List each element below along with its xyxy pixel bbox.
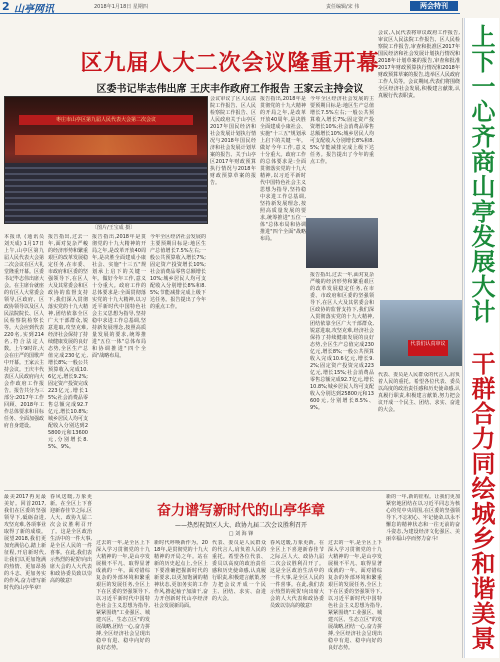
- main-headline: 区九届人大二次会议隆重开幕: [80, 51, 380, 76]
- review-photo: [380, 300, 462, 366]
- side-column-2: 代表、委员是人民群众的代言人,肩负着人民的重托。希望各位代表、委员以高度的政治责任感和历史使命感,认真履行职责,积极建言献策,努力把会议开成一个民主、团结、求实、奋进的大会。: [378, 372, 460, 413]
- article-column-2: 报告指出,过去一年,面对复杂严峻的经济形势和繁重艰巨的改革发展稳定任务,在市委、市政府和区委的坚强领导下,在区人大及其常委会和区政协的监督支持下,我们深入贯彻落实党的十九大精神,团结依靠全区广大干部群众,锐意进取,攻坚克难,经济社会保持了持续健康发展的良好态势,全区生产总值完成230亿元,增长8%;一般公共预算收入完成10.6亿元,增长9.2%;固定资产投资完成223亿元,增长15%;社会消费品零售总额完成92.7亿元,增长10.8%;城乡居民人均可支配收入分别达到25800元和13600元,分别增长8.5%、9%。: [48, 234, 88, 450]
- side-column: 会议,人民代表将审议政府工作报告,审议区人民法院工作报告、区人民检察院工作报告,审查和批准区2017年国民经济和社会发展计划执行情况和2018年计划草案的报告,审查和批准2017年财政预算执行情况和2018年财政预算草案的报告,选举区人民政府工作人员等。会议期间,代表们将围绕全区经济社会发展,积极建言献策,认真履行代表职责。: [378, 30, 460, 99]
- editorial-headline: 奋力谱写新时代的山亭华章: [157, 503, 325, 519]
- column-divider: [462, 18, 463, 658]
- editorial-column-8: 新的一年,新的征程。让我们更加紧密地团结在以习近平同志为核心的党中央周围,在区委的坚强领导下,不忘初心、牢记使命,以永不懈怠的精神状态和一往无前的奋斗姿态,为建设经济文化强区、美丽幸福山亭而努力奋斗!: [386, 494, 460, 542]
- section-divider: [4, 490, 460, 491]
- article-column-5: 会议审议了区人民法院工作报告、区人民检察院工作报告、区人民政府关于山亭区2017年国民经济和社会发展计划执行情况与2018年国民经济和社会发展计划草案的报告、关于山亭区2017年财政预算执行情况与2018年财政预算草案的报告。: [210, 96, 256, 186]
- editorial-column-7: 过去的一年,是全区上下深入学习贯彻党的十九大精神的一年,是山亭发展极不平凡、取得显著成就的一年。面对错综复杂的外部环境和繁重艰巨的发展任务,全区上下在区委的坚强领导下,以习近平新时代中国特色社会主义思想为指导,紧紧围绕"工业强区、城建兴区、生态立区"的发展战略,团结一心,奋力拼搏,全区经济社会呈现出稳中有进、稳中向好的良好态势。: [328, 540, 382, 651]
- article-column-7: 今年全区经济社会发展的主要预期目标是:地区生产总值增长7.5%左右;一般公共预算收入增长7%;固定资产投资增长10%;社会消费品零售总额增长10%;城乡居民人均可支配收入分别增长8%和8.5%;节能减排完成上级下达任务。报告提出了今年的重点工作。: [310, 96, 374, 165]
- section-tag: 两会特刊: [410, 1, 458, 11]
- editorial-column-4: 新时代呼唤新作为。2018年,是贯彻党的十九大精神的开局之年。站在新的历史起点上,全区上下要准确把握新时代的新要求,以更加饱满的精神状态,更加务实的工作作风,撸起袖子加油干,奋力开创新时代山亭经济社会发展新局面。: [154, 540, 208, 609]
- issue-date: 2018年1月18日 星期四: [94, 4, 148, 10]
- editorial-column-3: 过去的一年,是全区上下深入学习贯彻党的十九大精神的一年,是山亭发展极不平凡、取得显著成就的一年。面对错综复杂的外部环境和繁重艰巨的发展任务,全区上下在区委的坚强领导下,以习近平新时代中国特色社会主义思想为指导,紧紧围绕"工业强区、城建兴区、生态立区"的发展战略,团结一心,奋力拼搏,全区经济社会呈现出稳中有进、稳中向好的良好态势。: [96, 540, 150, 651]
- editorial-subheadline: ——热烈祝贺区人大、政协九届二次会议胜利召开: [174, 522, 307, 529]
- editorial-byline: □ 刘 海 锋: [228, 531, 254, 537]
- photo-banner: 枣庄市山亭区第九届人民代表大会第二次会议: [19, 115, 193, 125]
- masthead: [0, 0, 460, 14]
- editorial-column-1: 最美2017再见最美好。回首2017,我们在区委的坚强领导下,砥砺奋进,攻坚克难,各项事业取得了新的成绩。展望2018,我们更加充满信心,踏上新征程,开启新时代,让我们以更加饱满的热情、更加昂扬的斗志、更加务实的作风,奋力谱写新时代的山亭华章!: [4, 494, 46, 591]
- page-number: 2: [2, 0, 10, 13]
- slogan-line-1: 上下一心齐商山亭发展大计: [467, 24, 495, 324]
- delegates-photo: [306, 218, 378, 268]
- slogan-panel: [464, 18, 499, 658]
- review-photo-tag: 代表们认真审议: [408, 340, 448, 356]
- newspaper-logo: 山亭网讯: [14, 4, 54, 15]
- editorial-column-5: 代表、委员是人民群众的代言人,肩负着人民的重托。希望各位代表、委员以高度的政治责任感和历史使命感,认真履行职责,积极建言献策,努力把会议开成一个民主、团结、求实、奋进的大会。: [212, 540, 266, 602]
- photo-stage: [15, 135, 197, 155]
- photo-audience: [5, 163, 207, 223]
- article-column-1: 本报讯 (通讯员 刘天成) 1月17日上午,山亭区第九届人民代表大会第二次会议在区大礼堂隆重开幕。区委书记毕志伟出席大会。在主席台就座的有区人大常委会领导,区政府、区政协领导以及区人民法院院长、区人民检察院检察长等。大会应到代表220名,实到214名,符合法定人数。上午9时许,大会在庄严的国歌声中开幕。王家云主持会议。王庆丰代表区人民政府向大会作政府工作报告。报告共分为三部分:2017年工作回顾、2018年工作总体要求和目标任务、全面加强政府自身建设。: [4, 234, 44, 429]
- main-subheadline: 区委书记毕志伟出席 王庆丰作政府工作报告 王家云主持会议: [96, 84, 364, 95]
- editor-credit: 责任编辑/宋 伟: [326, 4, 360, 10]
- article-column-6: 报告指出,2018年是贯彻党的十九大精神的开局之年,是改革开放40周年,是决胜全面建成小康社会、实施"十三五"规划承上启下的关键一年。做好今年工作,意义十分重大。政府工作的总体要求是:全面贯彻落实党的十九大精神,以习近平新时代中国特色社会主义思想为指导,坚持稳中求进工作总基调,坚持新发展理念,按照高质量发展的要求,统筹推进"五位一体"总体布局和协调推进"四个全面"战略布局。: [260, 96, 306, 242]
- article-column-4: 今年全区经济社会发展的主要预期目标是:地区生产总值增长7.5%左右;一般公共预算收入增长7%;固定资产投资增长10%;社会消费品零售总额增长10%;城乡居民人均可支配收入分别增长8%和8.5%;节能减排完成上级下达任务。报告提出了今年的重点工作。: [150, 234, 206, 310]
- article-column-8: 报告指出,过去一年,面对复杂严峻的经济形势和繁重艰巨的改革发展稳定任务,在市委、市政府和区委的坚强领导下,在区人大及其常委会和区政协的监督支持下,我们深入贯彻落实党的十九大精神,团结依靠全区广大干部群众,锐意进取,攻坚克难,经济社会保持了持续健康发展的良好态势,全区生产总值完成230亿元,增长8%;一般公共预算收入完成10.6亿元,增长9.2%;固定资产投资完成223亿元,增长15%;社会消费品零售总额完成92.7亿元,增长10.8%;城乡居民人均可支配收入分别达到25800元和13600元,分别增长8.5%、9%。: [310, 272, 374, 411]
- editorial-column-6: 春风送暖,万象更新。在全区上下喜迎新春佳节之际,区人大、政协九届二次会议胜利召开了。这是全区政治生活中的一件大事,是全区人民的一件喜事。在此,我们表示热烈的祝贺!向出席大会的人大代表和政协委员致以崇高的敬意!: [270, 540, 324, 609]
- slogan-line-2: 干群合力同绘城乡和谐美景: [467, 351, 495, 651]
- editorial-column-2: 春风送暖,万象更新。在全区上下喜迎新春佳节之际,区人大、政协九届二次会议胜利召开了。这是全区政治生活中的一件大事,是全区人民的一件喜事。在此,我们表示热烈的祝贺!向出席大会的人大代表和政协委员致以崇高的敬意!: [50, 494, 92, 584]
- conference-photo: [4, 96, 208, 224]
- photo-caption: 〔图片/王宝成 摄〕: [92, 225, 136, 231]
- article-column-3: 报告指出,2018年是贯彻党的十九大精神的开局之年,是改革开放40周年,是决胜全面建成小康社会、实施"十三五"规划承上启下的关键一年。做好今年工作,意义十分重大。政府工作的总体要求是:全面贯彻落实党的十九大精神,以习近平新时代中国特色社会主义思想为指导,坚持稳中求进工作总基调,坚持新发展理念,按照高质量发展的要求,统筹推进"五位一体"总体布局和协调推进"四个全面"战略布局。: [92, 234, 146, 359]
